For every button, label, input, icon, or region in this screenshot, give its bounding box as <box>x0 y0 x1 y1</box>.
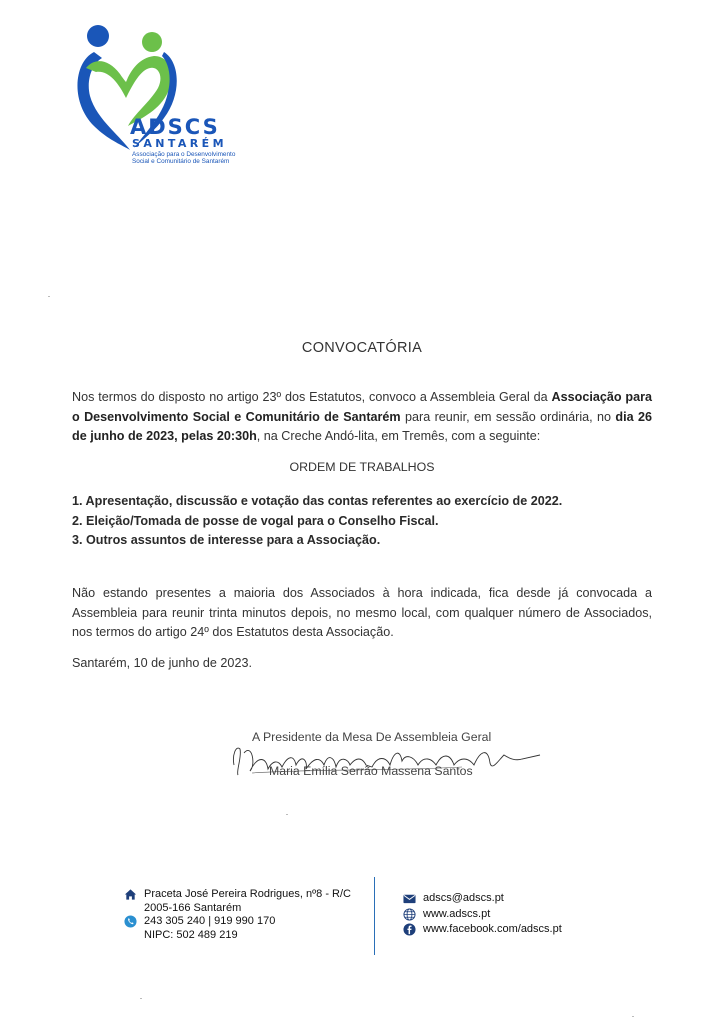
scan-speck <box>632 1016 634 1017</box>
logo-subtitle-line-1: Associação para o Desenvolvimento <box>132 151 236 158</box>
logo-text <box>130 116 242 165</box>
quorum-paragraph: Não estando presentes a maioria dos Associados à hora indicada, fica desde já convocada a Assembleia para reunir trinta minutos depois, no mesmo local, com qualquer número de Associados, nos termos do artigo 24º dos Estatutos desta Associação. <box>72 586 652 639</box>
footer-address-block <box>124 888 351 942</box>
address-line-2: 2005-166 Santarém <box>144 901 242 914</box>
agenda-list <box>72 492 652 551</box>
document-title: CONVOCATÓRIA <box>301 340 423 356</box>
signature-role: A Presidente da Mesa De Assembleia Geral <box>252 730 492 744</box>
footer-online-block <box>403 891 562 938</box>
footer-divider <box>374 877 375 955</box>
facebook-row[interactable] <box>403 922 562 938</box>
logo-subtitle-line-2: Social e Comunitário de Santarém <box>132 158 230 165</box>
scan-speck <box>48 296 50 297</box>
intro-paragraph <box>72 388 652 447</box>
home-icon <box>124 888 137 901</box>
intro-text-3: , na Creche Andó-lita, em Tremês, com a seguinte: <box>256 429 541 443</box>
intro-text-1: Nos termos do disposto no artigo 23º dos Estatutos, convoco a Assembleia Geral da <box>72 390 552 404</box>
address-row <box>124 888 351 902</box>
meeting-datetime: dia 26 de junho de 2023, pelas 20:30h <box>72 409 653 443</box>
logo-subtitle <box>132 151 242 165</box>
agenda-item: 2. Eleição/Tomada de posse de vogal para o Conselho Fiscal. <box>72 513 439 528</box>
email-link[interactable]: adscs@adscs.pt <box>423 892 504 904</box>
mail-icon <box>403 892 416 905</box>
scan-speck <box>286 814 288 815</box>
signature-name: Maria Emília Serrão Massena Santos <box>269 764 473 778</box>
logo-name: ADSCS <box>130 115 220 139</box>
website-row[interactable] <box>403 907 562 923</box>
email-row[interactable] <box>403 891 562 907</box>
association-name: Associação para o Desenvolvimento Social e Comunitário de Santarém <box>72 390 653 424</box>
website-link[interactable]: www.adscs.pt <box>423 907 491 920</box>
logo-city: SANTARÉM <box>132 137 227 150</box>
intro-text-2: para reunir, em sessão ordinária, no <box>400 409 616 424</box>
agenda-title: ORDEM DE TRABALHOS <box>289 460 435 474</box>
facebook-icon <box>403 923 416 936</box>
globe-icon <box>403 908 416 921</box>
nipc: NIPC: 502 489 219 <box>144 928 238 941</box>
agenda-item: 1. Apresentação, discussão e votação das contas referentes ao exercício de 2022. <box>72 494 563 508</box>
address-line-1: Praceta José Pereira Rodrigues, nº8 - R/C <box>144 888 351 900</box>
phone-row <box>124 915 351 929</box>
facebook-link[interactable]: www.facebook.com/adscs.pt <box>423 923 562 935</box>
agenda-item: 3. Outros assuntos de interesse para a Associação. <box>72 533 381 547</box>
phone-numbers: 243 305 240 | 919 990 170 <box>144 915 276 927</box>
scan-speck <box>140 998 142 999</box>
phone-icon <box>124 915 137 928</box>
document-date: Santarém, 10 de junho de 2023. <box>72 656 252 670</box>
